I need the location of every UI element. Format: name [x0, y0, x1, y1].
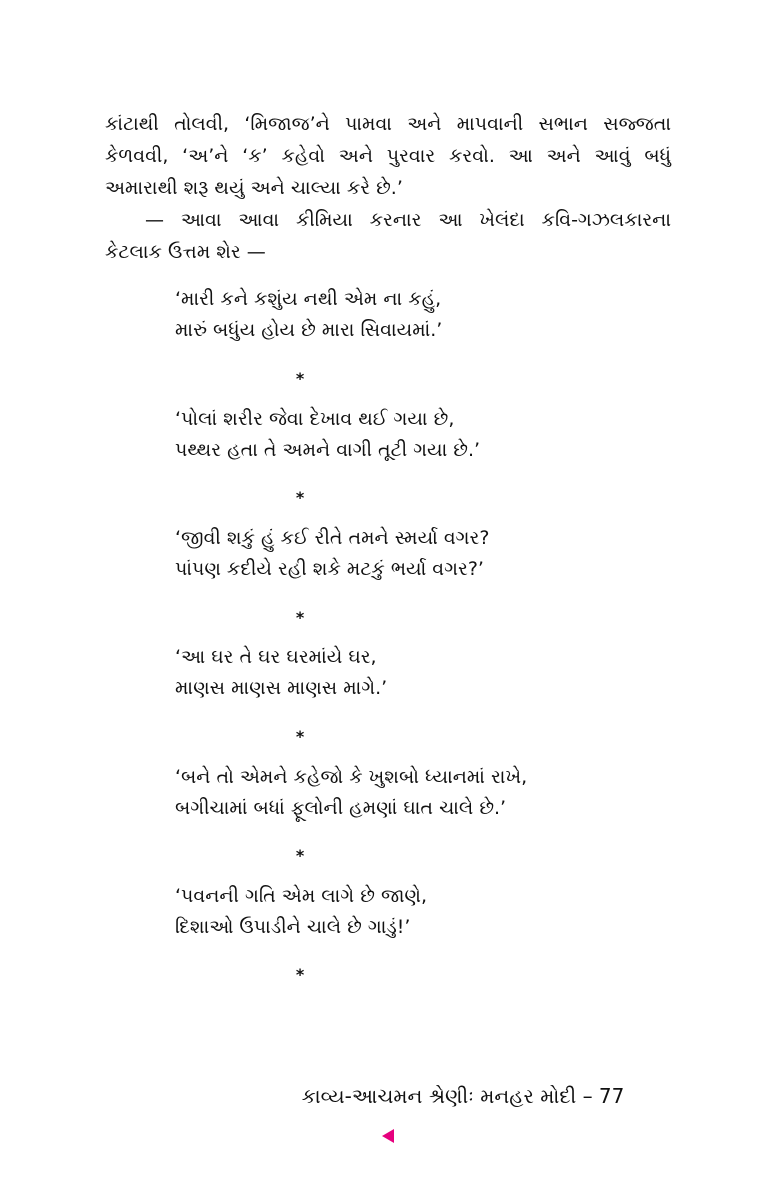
separator-asterisk: *	[295, 608, 305, 627]
separator-asterisk: *	[295, 965, 305, 984]
separator-asterisk: *	[295, 369, 305, 388]
intro-line: — આવા આવા કીમિયા કરનાર આ ખેલંદા કવિ-ગઝલકારના	[145, 209, 671, 231]
couplet-1	[175, 284, 635, 346]
couplet-line: માણસ માણસ માણસ માગે.’	[175, 677, 388, 699]
couplet-line: મારું બધુંય હોય છે મારા સિવાયમાં.’	[175, 319, 443, 341]
couplet-line: ‘આ ઘર તે ઘર ઘરમાંયે ઘર,	[175, 646, 377, 668]
couplet-line: દિશાઓ ઉપાડીને ચાલે છે ગાડું!’	[175, 916, 411, 938]
intro-line: અમારાથી શરૂ થયું અને ચાલ્યા કરે છે.’	[105, 177, 403, 199]
couplet-line: બગીચામાં બધાં ફૂલોની હમણાં ઘાત ચાલે છે.’	[175, 797, 507, 819]
couplet-3	[175, 523, 635, 585]
couplet-line: ‘પોલાં શરીર જેવા દેખાવ થઈ ગયા છે,	[175, 408, 455, 430]
couplet-line: ‘પવનની ગતિ એમ લાગે છે જાણે,	[175, 885, 428, 907]
separator-asterisk: *	[295, 846, 305, 865]
separator-asterisk: *	[295, 727, 305, 746]
couplet-line: ‘મારી કને કશુંય નથી એમ ના કહું,	[175, 288, 442, 310]
page-footer: કાવ્ય-આચમન શ્રેણીઃ મનહર મોદી – 77	[301, 1084, 625, 1108]
separator-asterisk: *	[295, 488, 305, 507]
triangle-left-icon[interactable]	[382, 1129, 394, 1143]
couplet-5	[175, 762, 635, 824]
intro-paragraph	[105, 108, 671, 268]
couplet-2	[175, 404, 635, 466]
intro-line: કેટલાક ઉત્તમ શેર —	[105, 241, 266, 263]
couplet-line: ‘જીવી શકું હું કઈ રીતે તમને સ્મર્યા વગર?	[175, 527, 490, 549]
couplet-6	[175, 881, 635, 943]
couplet-4	[175, 642, 635, 704]
couplet-line: પાંપણ કદીયે રહી શકે મટકું ભર્યા વગર?’	[175, 558, 484, 580]
intro-line: કેળવવી, ‘અ’ને ‘ક’ કહેવો અને પુરવાર કરવો. આ અને આવું બધું	[105, 145, 671, 167]
couplet-line: પથ્થર હતા તે અમને વાગી તૂટી ગયા છે.’	[175, 439, 481, 461]
intro-line: કાંટાથી તોલવી, ‘મિજાજ’ને પામવા અને માપવાની સભાન સજ્જતા	[105, 113, 671, 135]
couplet-line: ‘બને તો એમને કહેજો કે ખુશબો ધ્યાનમાં રાખે,	[175, 766, 528, 788]
